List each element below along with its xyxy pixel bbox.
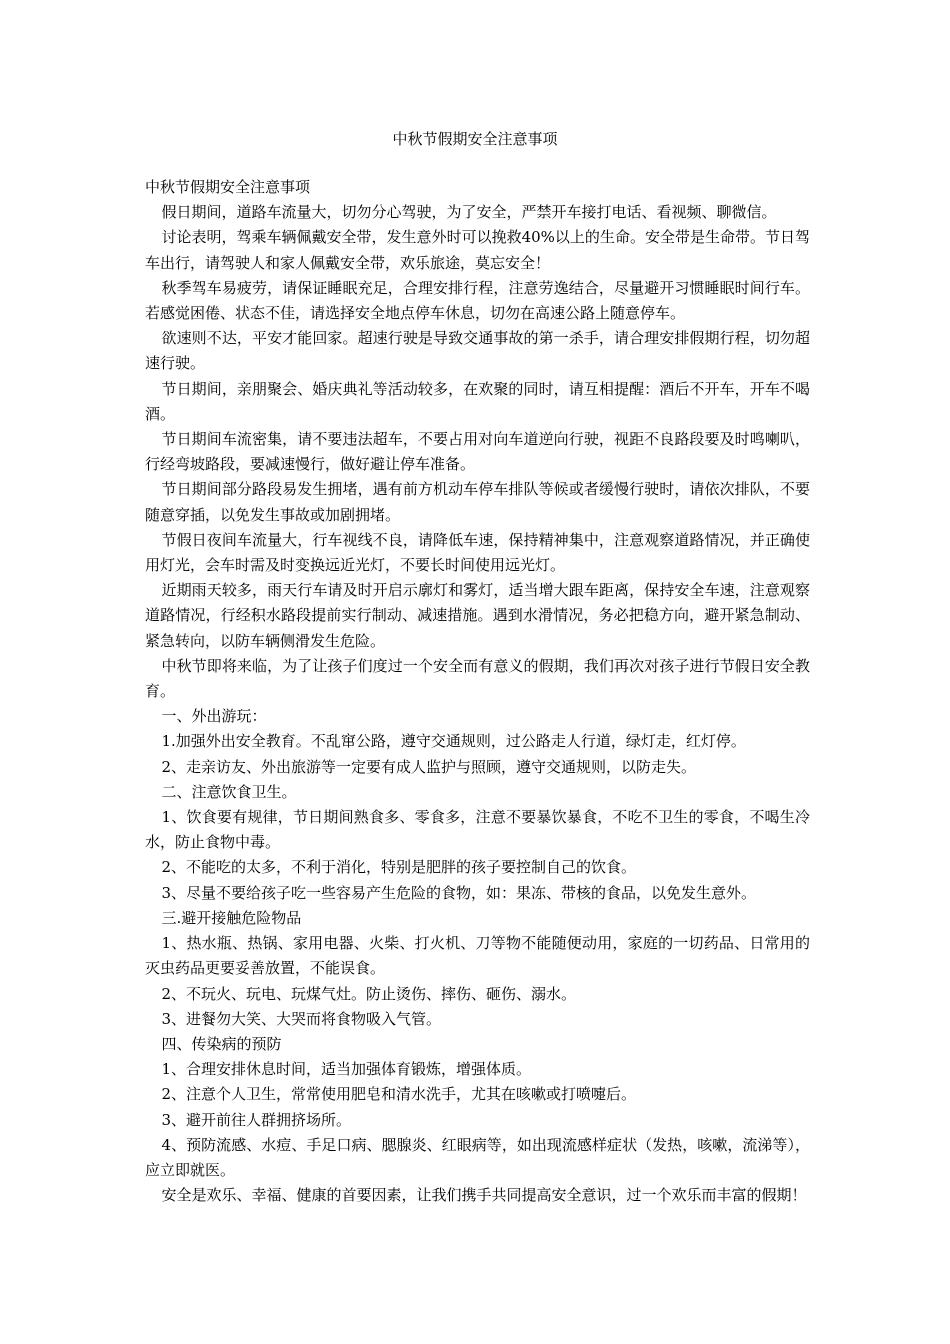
body-paragraph: 4、预防流感、水痘、手足口病、腮腺炎、红眼病等，如出现流感样症状（发热，咳嗽，流涕等），应立即就医。 — [145, 1135, 810, 1179]
body-paragraph: 四、传染病的预防 — [161, 1034, 282, 1053]
body-paragraph: 1.加强外出安全教育。不乱窜公路，遵守交通规则，过公路走人行道，绿灯走，红灯停。 — [161, 732, 746, 751]
body-paragraph: 节日期间部分路段易发生拥堵，遇有前方机动车停车排队等候或者缓慢行驶时，请依次排队，不要随意穿插，以免发生事故或加剧拥堵。 — [145, 480, 810, 524]
body-paragraph: 假日期间，道路车流量大，切勿分心驾驶，为了安全，严禁开车接打电话、看视频、聊微信。 — [161, 203, 777, 222]
body-paragraph: 2、注意个人卫生，常常使用肥皂和清水洗手，尤其在咳嗽或打喷嚏后。 — [161, 1085, 637, 1104]
body-paragraph: 欲速则不达，平安才能回家。超速行驶是导致交通事故的第一杀手，请合理安排假期行程，切勿超速行驶。 — [145, 329, 810, 373]
document-body — [145, 175, 810, 1208]
body-paragraph: 1、饮食要有规律，节日期间熟食多、零食多，注意不要暴饮暴食，不吃不卫生的零食，不喝生冷水，防止食物中毒。 — [145, 808, 810, 852]
body-paragraph: 秋季驾车易疲劳，请保证睡眠充足，合理安排行程，注意劳逸结合，尽量避开习惯睡眠时间行车。若感觉困倦、状态不佳，请选择安全地点停车休息，切勿在高速公路上随意停车。 — [145, 278, 810, 323]
body-paragraph: 一、外出游玩： — [161, 707, 267, 726]
body-paragraph: 1、热水瓶、热锅、家用电器、火柴、打火机、刀等物不能随便动用，家庭的一切药品、日常用的灭虫药品更要妥善放置，不能误食。 — [145, 934, 810, 978]
body-paragraph: 3、尽量不要给孩子吃一些容易产生危险的食物，如：果冻、带核的食品，以免发生意外。 — [161, 883, 757, 902]
body-paragraph: 1、合理安排休息时间，适当加强体育锻炼，增强体质。 — [161, 1060, 532, 1079]
body-paragraph: 节日期间，亲朋聚会、婚庆典礼等活动较多，在欢聚的同时，请互相提醒：酒后不开车，开车不喝酒。 — [145, 379, 810, 423]
body-paragraph: 三.避开接触危险物品 — [161, 908, 302, 927]
body-paragraph: 节日期间车流密集，请不要违法超车，不要占用对向车道逆向行驶，视距不良路段要及时鸣喇叭，行经弯坡路段，要减速慢行，做好避让停车准备。 — [145, 430, 810, 474]
body-paragraph: 中秋节即将来临，为了让孩子们度过一个安全而有意义的假期，我们再次对孩子进行节假日安全教育。 — [145, 656, 810, 701]
body-paragraph: 近期雨天较多，雨天行车请及时开启示廓灯和雾灯，适当增大跟车距离，保持安全车速，注意观察道路情况，行经积水路段提前实行制动、减速措施。遇到水滑情况，务必把稳方向，避开紧急制动、紧急转向，以防车辆侧滑发生危险。 — [145, 581, 810, 650]
body-paragraph: 二、注意饮食卫生。 — [161, 782, 297, 801]
body-paragraph: 安全是欢乐、幸福、健康的首要因素，让我们携手共同提高安全意识，过一个欢乐而丰富的假期！ — [161, 1186, 807, 1205]
body-paragraph: 2、不玩火、玩电、玩煤气灶。防止烫伤、摔伤、砸伤、溺水。 — [161, 984, 577, 1003]
document-title: 中秋节假期安全注意事项 — [392, 130, 558, 148]
body-paragraph: 3、进餐勿大笑、大哭而将食物吸入气管。 — [161, 1009, 442, 1028]
body-paragraph: 2、不能吃的太多，不利于消化，特别是肥胖的孩子要控制自己的饮食。 — [161, 858, 637, 877]
body-paragraph: 讨论表明，驾乘车辆佩戴安全带，发生意外时可以挽救40%以上的生命。安全带是生命带。节日驾车出行，请驾驶人和家人佩戴安全带，欢乐旅途，莫忘安全！ — [145, 228, 810, 272]
body-paragraph: 节假日夜间车流量大，行车视线不良，请降低车速，保持精神集中，注意观察道路情况，并正确使用灯光，会车时需及时变换远近光灯，不要长时间使用远光灯。 — [145, 530, 810, 575]
document-subtitle: 中秋节假期安全注意事项 — [145, 178, 311, 196]
body-paragraph: 2、走亲访友、外出旅游等一定要有成人监护与照顾，遵守交通规则，以防走失。 — [161, 757, 697, 776]
body-paragraph: 3、避开前往人群拥挤场所。 — [161, 1110, 352, 1129]
